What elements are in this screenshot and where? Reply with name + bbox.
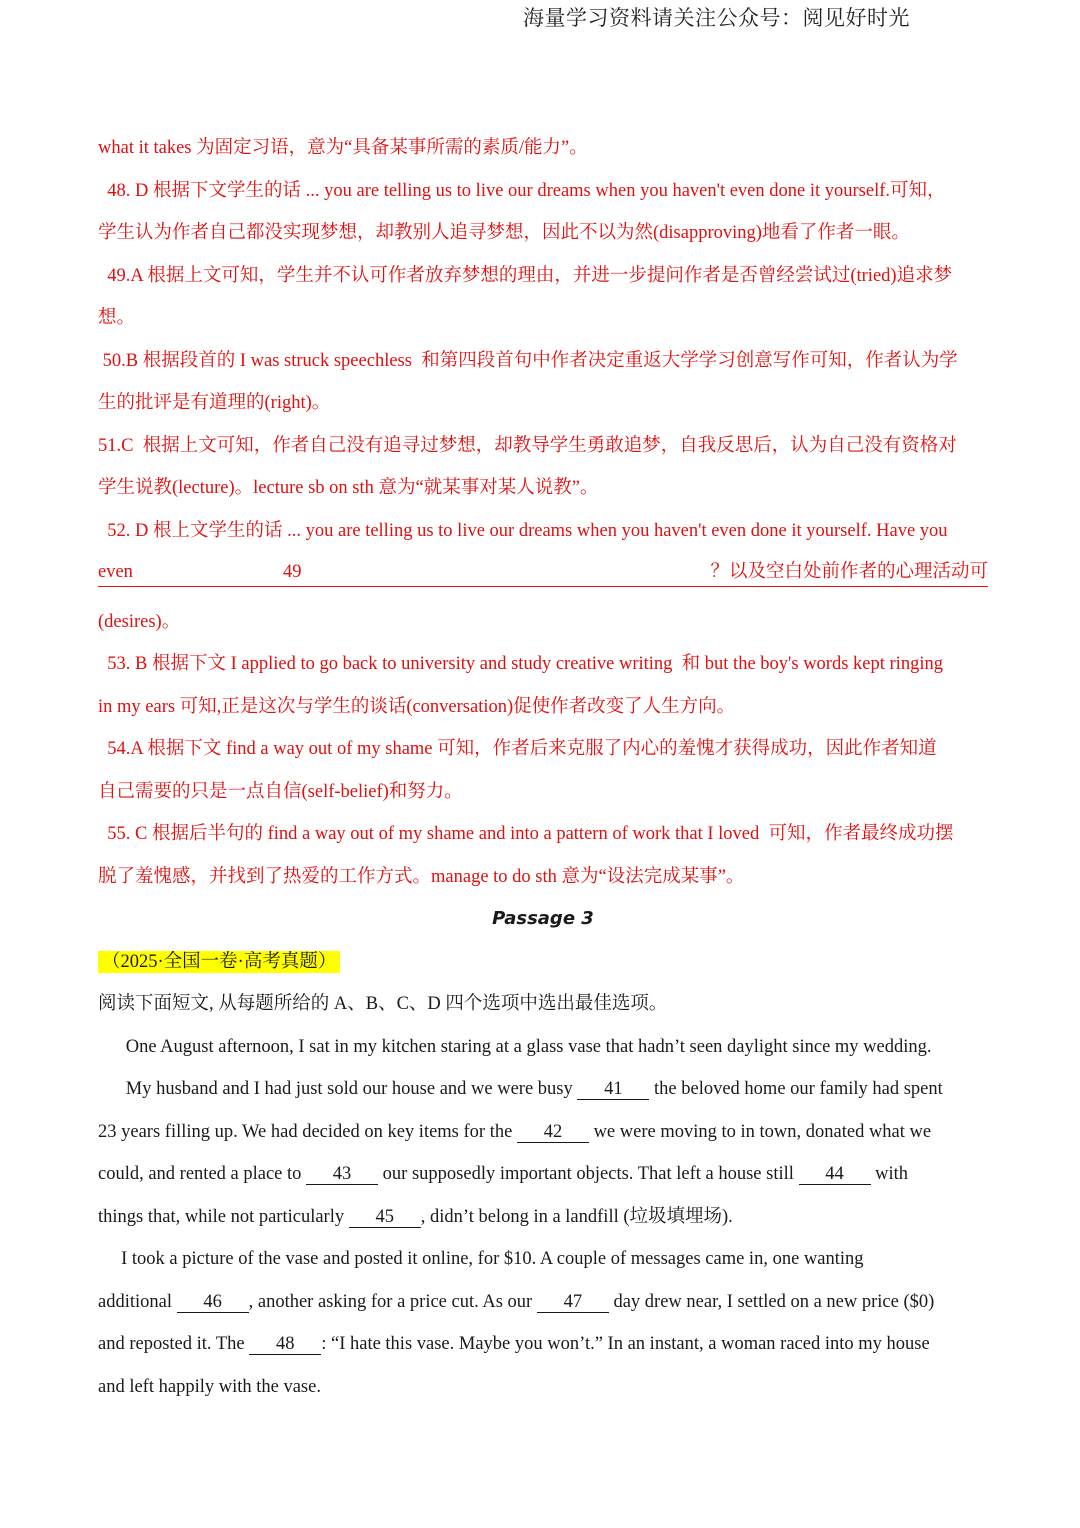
explanation-line: 生的批评是有道理的(right)。	[98, 393, 331, 413]
blank-42: 42	[517, 1122, 589, 1143]
text: and reposted it. The	[98, 1334, 250, 1354]
explanation-line: 48. D 根据下文学生的话 ... you are telling us to live our dreams when you haven't even done it yourself.可知，	[98, 180, 946, 201]
explanation-line: 自己需要的只是一点自信(self-belief)和努力。	[98, 781, 463, 802]
text: day drew near, I settled on a new price ($0)	[608, 1291, 935, 1312]
text: our supposedly important objects. That left a house still	[378, 1164, 799, 1184]
passage-line	[98, 1068, 988, 1111]
explanation-line: in my ears 可知,正是这次与学生的谈话(conversation)促使作者改变了人生方向。	[98, 696, 736, 717]
passage-line: and left happily with the vase.	[98, 1376, 321, 1397]
instruction: 阅读下面短文, 从每题所给的 A、B、C、D 四个选项中选出最佳选项。	[98, 994, 668, 1014]
line-left-text: even	[98, 562, 133, 582]
explanation-line: (desires)。	[98, 611, 181, 632]
exam-tag-line	[98, 941, 988, 984]
text: , didn’t belong in a landfill (垃圾填埋场).	[420, 1206, 733, 1227]
text: things that, while not particularly	[98, 1206, 349, 1227]
explanation-line: 49.A 根据上文可知，学生并不认可作者放弃梦想的理由，并进一步提问作者是否曾经尝试过(tried)追求梦	[98, 265, 953, 286]
blank-48: 48	[249, 1334, 321, 1355]
line-right-text: ？以及空白处前作者的心理活动可	[710, 562, 988, 582]
explanation-line: 54.A 根据下文 find a way out of my shame 可知，作者后来克服了内心的羞愧才获得成功，因此作者知道	[98, 739, 937, 759]
text: My husband and I had just sold our house and we were busy	[98, 1079, 578, 1099]
text: : “I hate this vase. Maybe you won’t.” In an instant, a woman raced into my house	[321, 1334, 930, 1354]
page-header: 海量学习资料请关注公众号：阅见好时光	[523, 6, 910, 30]
passage-title: Passage 3	[492, 908, 594, 929]
blank-45: 45	[349, 1207, 421, 1228]
passage-line: I took a picture of the vase and posted it online, for $10. A couple of messages came in, one wanting	[98, 1249, 864, 1269]
passage-line	[98, 1111, 988, 1154]
explanation-line-52-continued	[98, 558, 988, 601]
explanation-line: 55. C 根据后半句的 find a way out of my shame and into a pattern of work that I loved 可知，作者最终成功摆	[98, 824, 954, 844]
text: additional	[98, 1291, 177, 1312]
text: we were moving to in town, donated what we	[588, 1121, 932, 1142]
exam-source-tag: （2025·全国一卷·高考真题）	[98, 951, 340, 973]
blank-43: 43	[306, 1164, 378, 1185]
explanation-line: 学生认为作者自己都没实现梦想，却教别人追寻梦想，因此不以为然(disapproving)地看了作者一眼。	[98, 223, 910, 243]
passage-line	[98, 1153, 988, 1196]
passage-line	[98, 1323, 988, 1366]
explanation-line: 脱了羞愧感，并找到了热爱的工作方式。manage to do sth 意为“设法完成某事”。	[98, 866, 745, 887]
document-body	[98, 127, 988, 1408]
explanation-line: 想。	[98, 308, 136, 328]
text: with	[870, 1164, 909, 1184]
text: , another asking for a price cut. As our	[248, 1291, 537, 1312]
passage-line	[98, 1196, 988, 1239]
explanation-line: 53. B 根据下文 I applied to go back to university and study creative writing 和 but the boy's words kept ringing	[98, 654, 943, 674]
blank-44: 44	[799, 1164, 871, 1185]
text: the beloved home our family had spent	[649, 1079, 943, 1099]
line-mid-number: 49	[282, 562, 302, 582]
blank-46: 46	[177, 1292, 249, 1313]
blank-41: 41	[577, 1079, 649, 1100]
explanation-line: 学生说教(lecture)。lecture sb on sth 意为“就某事对某人说教”。	[98, 478, 599, 498]
text: 23 years filling up. We had decided on key items for the	[98, 1121, 517, 1142]
blank-47: 47	[537, 1292, 609, 1313]
passage-line	[98, 1281, 988, 1324]
explanation-line: 51.C 根据上文可知，作者自己没有追寻过梦想，却教导学生勇敢追梦，自我反思后，认为自己没有资格对	[98, 435, 957, 456]
explanation-line: what it takes 为固定习语，意为“具备某事所需的素质/能力”。	[98, 138, 588, 158]
text: could, and rented a place to	[98, 1164, 307, 1184]
passage-line: One August afternoon, I sat in my kitchen staring at a glass vase that hadn’t seen daylight since my wedding.	[98, 1036, 932, 1057]
explanation-line: 50.B 根据段首的 I was struck speechless 和第四段首句中作者决定重返大学学习创意写作可知，作者认为学	[98, 350, 958, 371]
explanation-line: 52. D 根上文学生的话 ... you are telling us to live our dreams when you haven't even done it yourself. Have you	[98, 520, 948, 541]
